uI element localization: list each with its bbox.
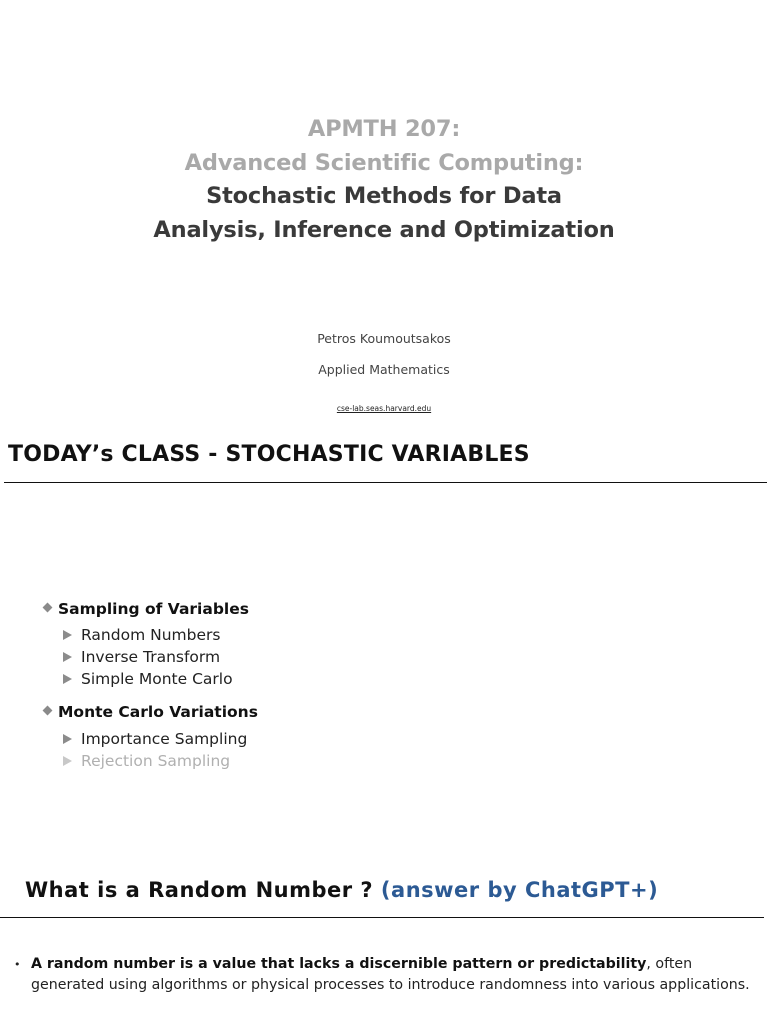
outline-item-label: Inverse Transform [81,648,221,666]
outline-section-label: Sampling of Variables [58,600,249,618]
outline-item-random-numbers [63,626,220,644]
answer-bold: A random number is a value that lacks a discernible pattern or predictability [31,956,647,972]
course-code: APMTH 207: [307,116,461,142]
question-divider [0,917,764,918]
course-subtitle-line2: Analysis, Inference and Optimization [153,216,615,243]
course-name: Advanced Scientific Computing: [184,149,584,176]
question-source: (answer by ChatGPT+) [380,878,659,902]
department-name: Applied Mathematics [318,362,450,377]
answer-rest: , often generated using algorithms or physical processes to introduce randomness into various applications. [31,956,750,993]
bullet-dot-icon: • [14,958,21,971]
triangle-bullet-icon [63,734,72,744]
class-slide-title: TODAY’s CLASS - STOCHASTIC VARIABLES [8,442,530,467]
triangle-bullet-icon [63,674,72,684]
outline-item-rejection-sampling [63,752,230,770]
outline-section-label: Monte Carlo Variations [58,703,258,721]
outline-item-label: Importance Sampling [81,730,248,748]
random-number-question [25,878,658,902]
outline-item-simple-monte-carlo [63,670,233,688]
outline-item-importance-sampling [63,730,247,748]
question-text: What is a Random Number ? [25,878,374,902]
triangle-bullet-icon [63,630,72,640]
title-block [0,113,768,247]
header-divider [4,482,767,483]
triangle-bullet-icon [63,652,72,662]
course-subtitle-line1: Stochastic Methods for Data [206,183,562,209]
diamond-bullet-icon [43,603,53,613]
outline-item-label: Random Numbers [81,626,221,644]
website-link[interactable]: cse-lab.seas.harvard.edu [336,404,432,413]
author-name: Petros Koumoutsakos [317,331,451,346]
answer-text [31,954,764,996]
diamond-bullet-icon [43,706,53,716]
outline-item-inverse-transform [63,648,220,666]
outline-section-monte-carlo-variations [42,703,258,721]
outline-item-label: Rejection Sampling [81,752,231,770]
triangle-bullet-icon [63,756,72,766]
outline-section-sampling [42,600,249,618]
outline-item-label: Simple Monte Carlo [81,670,233,688]
